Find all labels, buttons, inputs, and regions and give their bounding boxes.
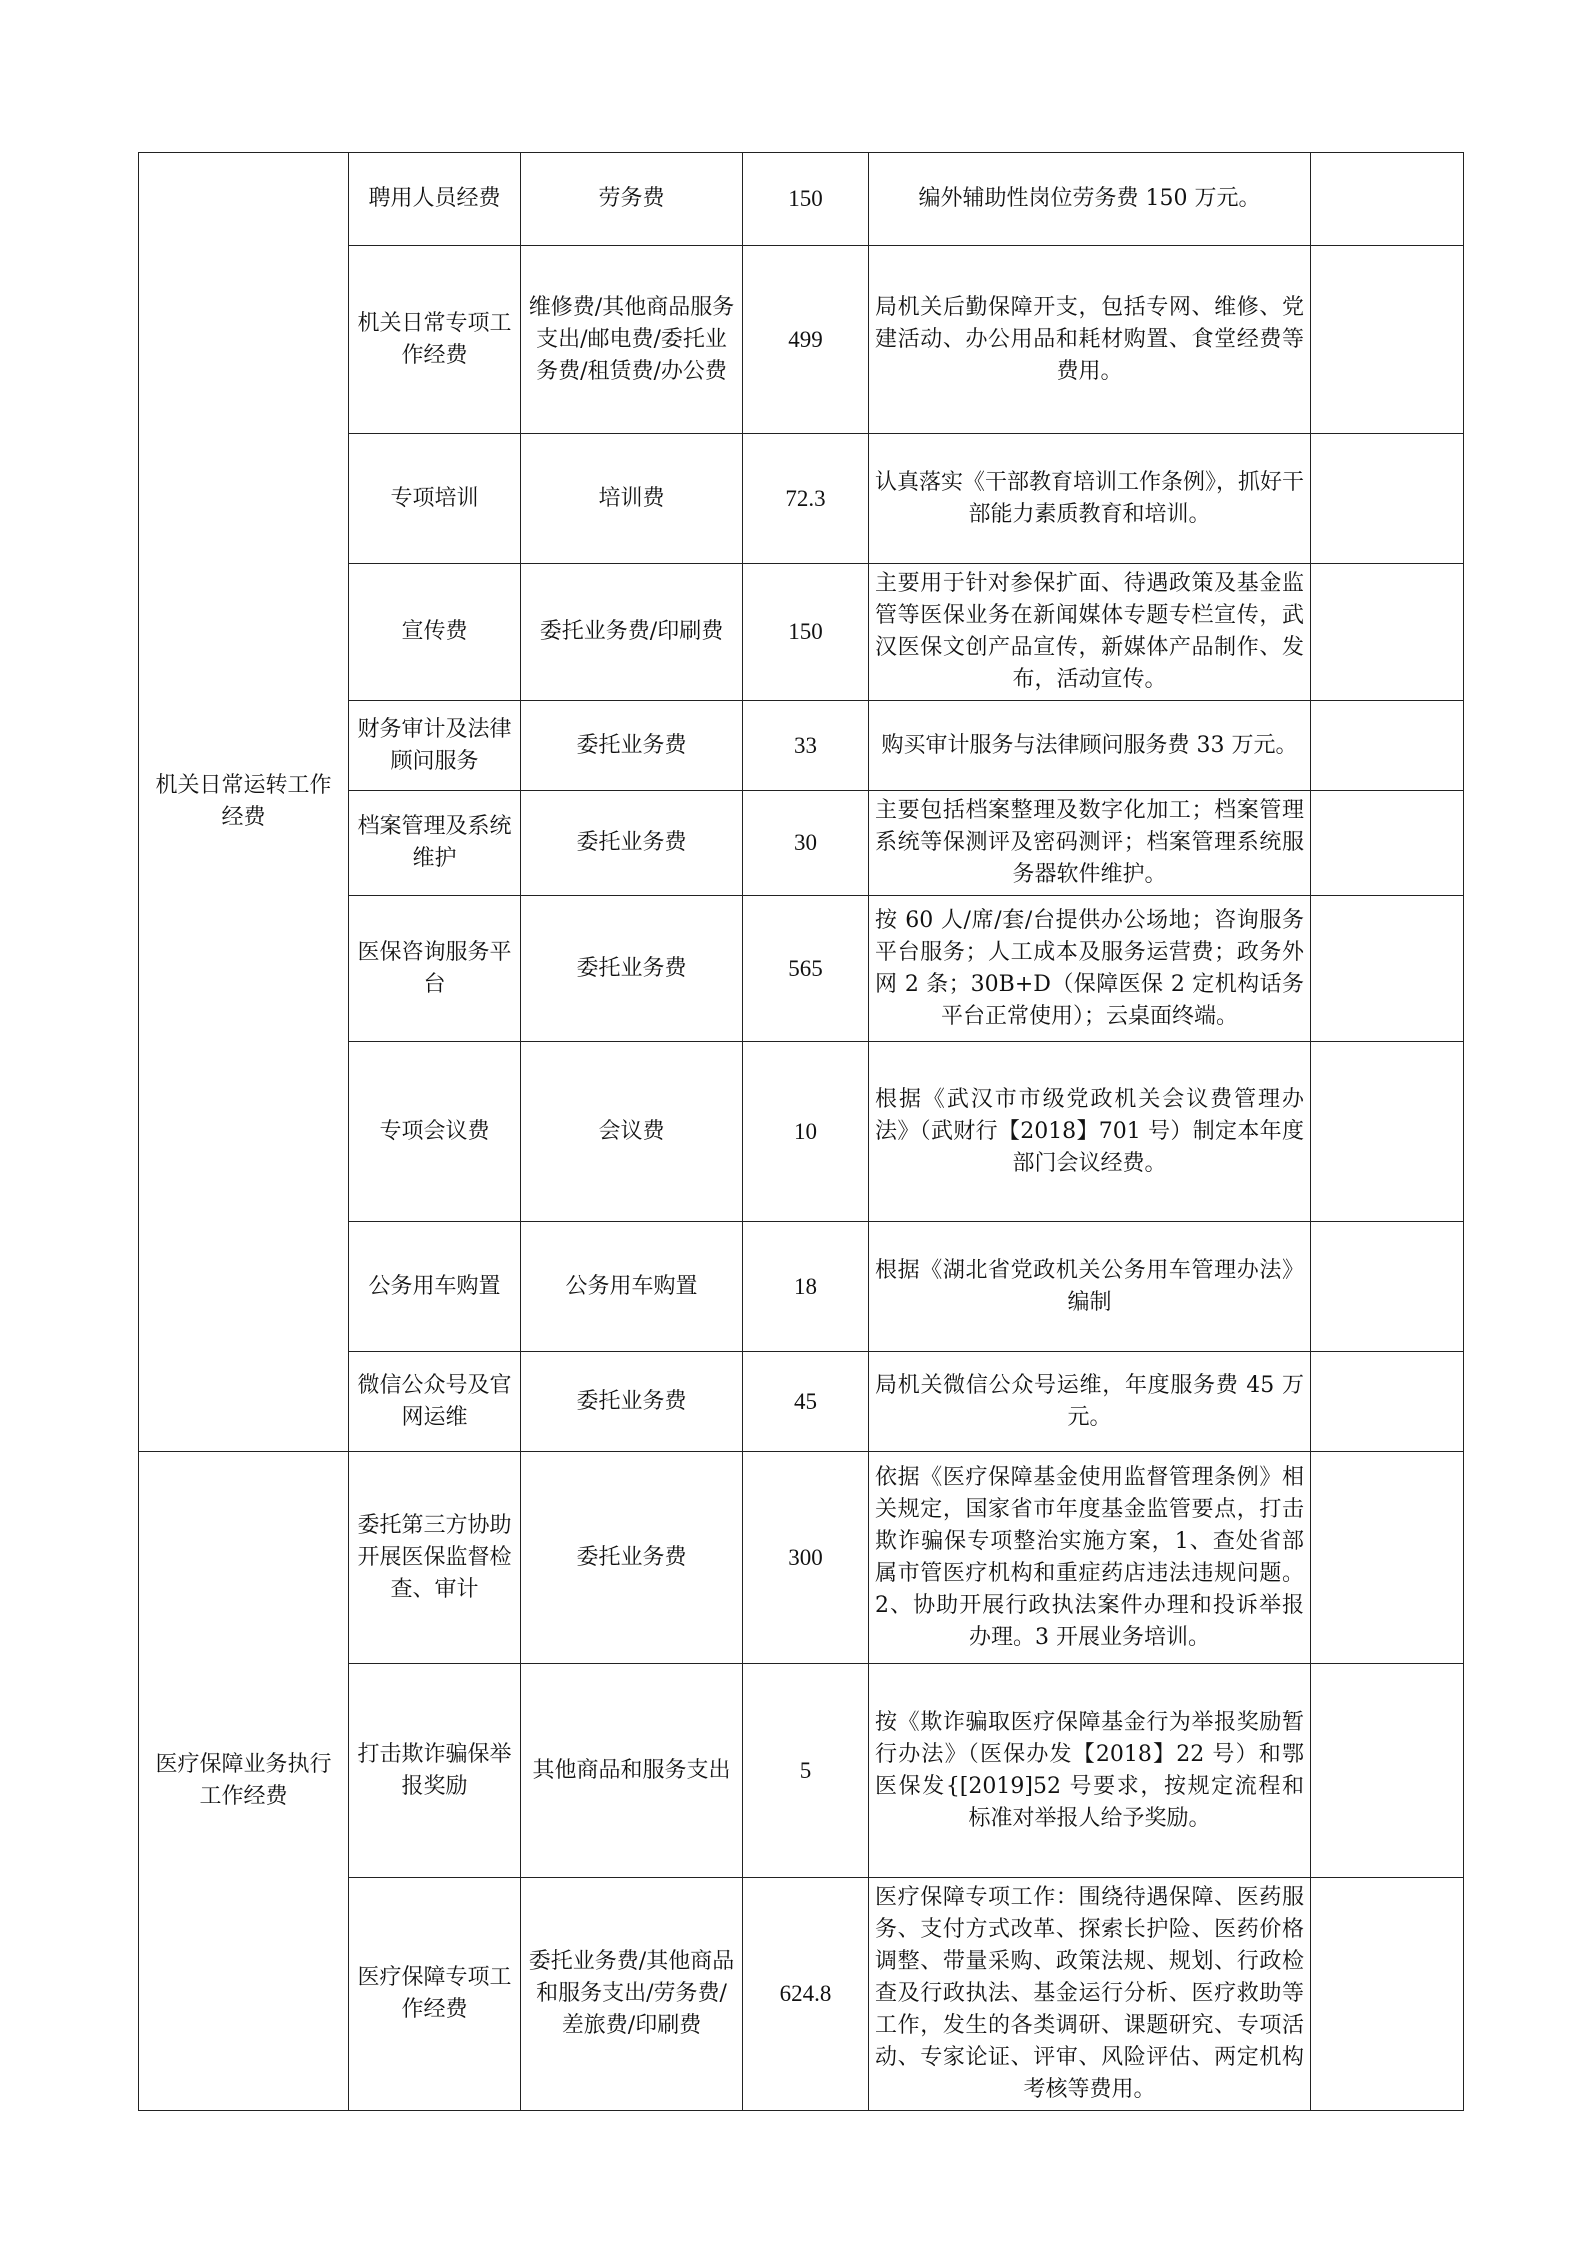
amount-cell: 33 xyxy=(743,701,869,791)
budget-table xyxy=(138,152,1464,2111)
budget-table-body xyxy=(139,153,1464,2111)
description-cell: 依据《医疗保障基金使用监督管理条例》相关规定，国家省市年度基金监管要点，打击欺诈骗保专项整治实施方案，1、查处省部属市管医疗机构和重症药店违法违规问题。2、协助开展行政执法案件办理和投诉举报办理。3 开展业务培训。 xyxy=(869,1452,1311,1664)
project-cell: 微信公众号及官网运维 xyxy=(349,1352,521,1452)
remark-cell xyxy=(1311,1352,1464,1452)
description-cell: 按《欺诈骗取医疗保障基金行为举报奖励暂行办法》（医保办发【2018】22 号）和鄂医保发{[2019]52 号要求，按规定流程和标准对举报人给予奖励。 xyxy=(869,1664,1311,1878)
project-cell: 打击欺诈骗保举报奖励 xyxy=(349,1664,521,1878)
econ-class-cell: 委托业务费 xyxy=(521,701,743,791)
description-cell: 按 60 人/席/套/台提供办公场地；咨询服务平台服务；人工成本及服务运营费；政务外网 2 条；30B+D（保障医保 2 定机构话务平台正常使用）；云桌面终端。 xyxy=(869,896,1311,1042)
amount-cell: 72.3 xyxy=(743,434,869,564)
econ-class-cell: 委托业务费 xyxy=(521,1352,743,1452)
project-cell: 机关日常专项工作经费 xyxy=(349,246,521,434)
remark-cell xyxy=(1311,1042,1464,1222)
remark-cell xyxy=(1311,153,1464,246)
remark-cell xyxy=(1311,701,1464,791)
amount-cell: 5 xyxy=(743,1664,869,1878)
amount-cell: 45 xyxy=(743,1352,869,1452)
econ-class-cell: 维修费/其他商品服务支出/邮电费/委托业务费/租赁费/办公费 xyxy=(521,246,743,434)
description-cell: 主要用于针对参保扩面、待遇政策及基金监管等医保业务在新闻媒体专题专栏宣传，武汉医保文创产品宣传，新媒体产品制作、发布，活动宣传。 xyxy=(869,564,1311,701)
remark-cell xyxy=(1311,1878,1464,2111)
category-cell: 医疗保障业务执行工作经费 xyxy=(139,1452,349,2111)
description-cell: 局机关微信公众号运维，年度服务费 45 万元。 xyxy=(869,1352,1311,1452)
table-row xyxy=(139,153,1464,246)
amount-cell: 624.8 xyxy=(743,1878,869,2111)
remark-cell xyxy=(1311,791,1464,896)
remark-cell xyxy=(1311,434,1464,564)
project-cell: 专项会议费 xyxy=(349,1042,521,1222)
amount-cell: 18 xyxy=(743,1222,869,1352)
project-cell: 宣传费 xyxy=(349,564,521,701)
category-cell: 机关日常运转工作经费 xyxy=(139,153,349,1452)
project-cell: 医疗保障专项工作经费 xyxy=(349,1878,521,2111)
remark-cell xyxy=(1311,1452,1464,1664)
remark-cell xyxy=(1311,1222,1464,1352)
amount-cell: 150 xyxy=(743,564,869,701)
description-cell: 编外辅助性岗位劳务费 150 万元。 xyxy=(869,153,1311,246)
description-cell: 医疗保障专项工作：围绕待遇保障、医药服务、支付方式改革、探索长护险、医药价格调整、带量采购、政策法规、规划、行政检查及行政执法、基金运行分析、医疗救助等工作，发生的各类调研、课题研究、专项活动、专家论证、评审、风险评估、两定机构考核等费用。 xyxy=(869,1878,1311,2111)
econ-class-cell: 委托业务费 xyxy=(521,1452,743,1664)
econ-class-cell: 劳务费 xyxy=(521,153,743,246)
description-cell: 主要包括档案整理及数字化加工；档案管理系统等保测评及密码测评；档案管理系统服务器软件维护。 xyxy=(869,791,1311,896)
amount-cell: 300 xyxy=(743,1452,869,1664)
econ-class-cell: 委托业务费/其他商品和服务支出/劳务费/差旅费/印刷费 xyxy=(521,1878,743,2111)
amount-cell: 30 xyxy=(743,791,869,896)
econ-class-cell: 培训费 xyxy=(521,434,743,564)
remark-cell xyxy=(1311,564,1464,701)
amount-cell: 150 xyxy=(743,153,869,246)
remark-cell xyxy=(1311,896,1464,1042)
description-cell: 局机关后勤保障开支，包括专网、维修、党建活动、办公用品和耗材购置、食堂经费等费用。 xyxy=(869,246,1311,434)
description-cell: 根据《湖北省党政机关公务用车管理办法》编制 xyxy=(869,1222,1311,1352)
amount-cell: 10 xyxy=(743,1042,869,1222)
description-cell: 认真落实《干部教育培训工作条例》，抓好干部能力素质教育和培训。 xyxy=(869,434,1311,564)
description-cell: 购买审计服务与法律顾问服务费 33 万元。 xyxy=(869,701,1311,791)
project-cell: 专项培训 xyxy=(349,434,521,564)
econ-class-cell: 委托业务费/印刷费 xyxy=(521,564,743,701)
amount-cell: 499 xyxy=(743,246,869,434)
project-cell: 医保咨询服务平台 xyxy=(349,896,521,1042)
econ-class-cell: 委托业务费 xyxy=(521,896,743,1042)
econ-class-cell: 公务用车购置 xyxy=(521,1222,743,1352)
econ-class-cell: 会议费 xyxy=(521,1042,743,1222)
project-cell: 公务用车购置 xyxy=(349,1222,521,1352)
project-cell: 委托第三方协助开展医保监督检查、审计 xyxy=(349,1452,521,1664)
amount-cell: 565 xyxy=(743,896,869,1042)
description-cell: 根据《武汉市市级党政机关会议费管理办法》（武财行【2018】701 号）制定本年度部门会议经费。 xyxy=(869,1042,1311,1222)
econ-class-cell: 委托业务费 xyxy=(521,791,743,896)
project-cell: 档案管理及系统维护 xyxy=(349,791,521,896)
project-cell: 财务审计及法律顾问服务 xyxy=(349,701,521,791)
table-row xyxy=(139,1452,1464,1664)
econ-class-cell: 其他商品和服务支出 xyxy=(521,1664,743,1878)
remark-cell xyxy=(1311,1664,1464,1878)
remark-cell xyxy=(1311,246,1464,434)
project-cell: 聘用人员经费 xyxy=(349,153,521,246)
